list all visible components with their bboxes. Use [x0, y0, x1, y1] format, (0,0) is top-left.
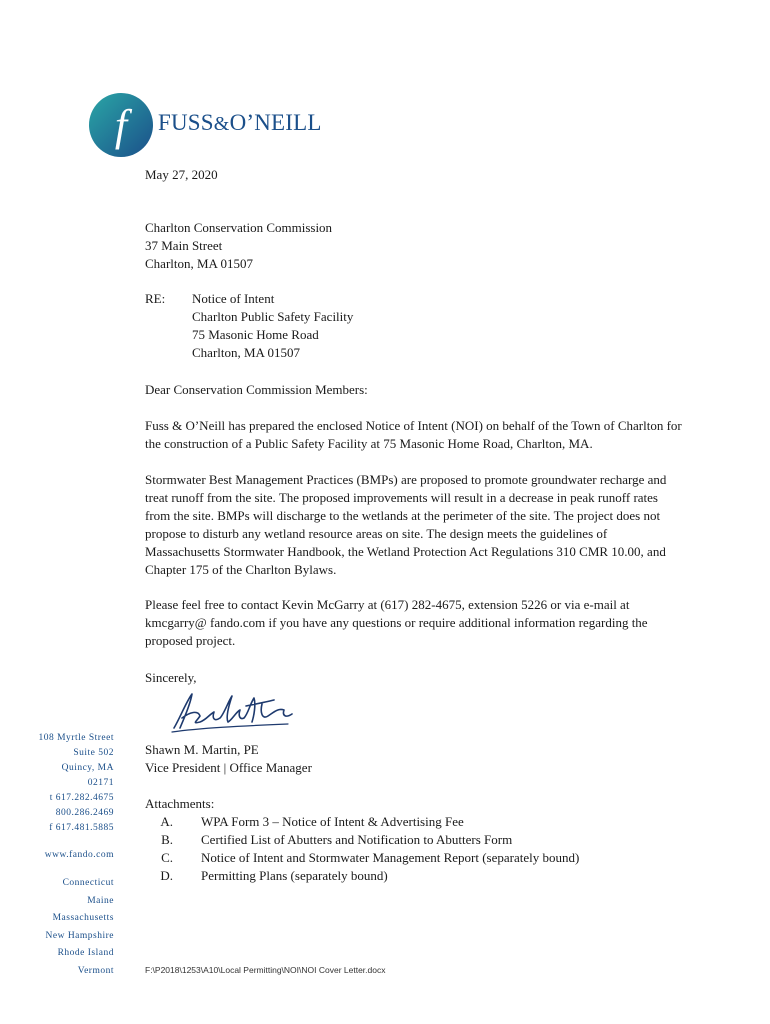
- subject-line: Charlton Public Safety Facility: [192, 309, 354, 324]
- state-item: Vermont: [77, 965, 114, 976]
- attachment-item: A. WPA Form 3 – Notice of Intent & Advertising Fee: [160, 814, 464, 829]
- signer-name: Shawn M. Martin, PE: [145, 742, 259, 757]
- body-paragraph: Stormwater Best Management Practices (BMPs) are proposed to promote groundwater recharge and treat runoff from the site. The proposed improvements will result in a decrease in peak runoff rates from the site. BMPs will discharge to the wetlands at the perimeter of the site. The project does not propose to disturb any wetland resource areas on site. The design meets the guidelines of Massachusetts Stormwater Handbook, the Wetland Protection Act Regulations 310 CMR 10.00, and Chapter 175 of the Charlton Bylaws.: [145, 472, 667, 577]
- subject-line: Notice of Intent: [192, 291, 275, 306]
- office-address-line: Quincy, MA: [61, 763, 114, 773]
- body-paragraph: Fuss & O’Neill has prepared the enclosed Notice of Intent (NOI) on behalf of the Town of Charlton for the construction of a Public Safety Facility at 75 Masonic Home Road, Charlton, MA.: [145, 418, 682, 451]
- recipient-line: Charlton Conservation Commission: [145, 220, 333, 235]
- office-address-line: 108 Myrtle Street: [38, 733, 114, 743]
- recipient-line: Charlton, MA 01507: [145, 256, 253, 271]
- state-item: Rhode Island: [57, 948, 114, 958]
- phone-line: f 617.481.5885: [49, 823, 114, 833]
- state-item: Connecticut: [62, 878, 114, 888]
- attachment-item: C. Notice of Intent and Stormwater Management Report (separately bound): [161, 850, 580, 865]
- website-link[interactable]: www.fando.com: [44, 850, 114, 860]
- logo-wordmark: FUSS&O’NEILL: [158, 110, 322, 135]
- state-item: Maine: [87, 895, 114, 906]
- attachments-block: [145, 795, 685, 885]
- state-item: New Hampshire: [45, 930, 114, 941]
- svg-text:f: f: [114, 101, 128, 150]
- subject-label: RE:: [145, 291, 166, 306]
- attachment-item: D. Permitting Plans (separately bound): [160, 868, 388, 883]
- subject-line: Charlton, MA 01507: [192, 345, 300, 360]
- attachment-item: B. Certified List of Abutters and Notification to Abutters Form: [161, 832, 513, 847]
- office-contact-sidebar: [0, 731, 114, 980]
- letter-date: May 27, 2020: [145, 167, 218, 182]
- document-file-path: F:\P2018\1253\A10\Local Permitting\NOI\NOI Cover Letter.docx: [145, 965, 386, 975]
- office-address-line: Suite 502: [73, 748, 114, 758]
- signer-title: Vice President | Office Manager: [145, 760, 312, 775]
- phone-line: t 617.282.4675: [49, 793, 114, 803]
- signer-block: [145, 741, 685, 777]
- phone-line: 800.286.2469: [55, 808, 114, 818]
- state-item: Massachusetts: [52, 913, 114, 923]
- company-logo: [88, 92, 338, 162]
- subject-line: 75 Masonic Home Road: [192, 327, 319, 342]
- attachments-label: Attachments:: [145, 796, 215, 811]
- body-paragraph: Please feel free to contact Kevin McGarry at (617) 282-4675, extension 5226 or via e-mail at kmcgarry@ fando.com if you have any questions or require additional information regarding the proposed project.: [145, 597, 648, 648]
- recipient-address: [145, 219, 685, 273]
- handwritten-signature: [170, 688, 305, 734]
- logo-mark-icon: [88, 92, 154, 158]
- state-list: [0, 875, 114, 980]
- office-address-line: 02171: [87, 778, 114, 788]
- closing: Sincerely,: [145, 670, 197, 685]
- recipient-line: 37 Main Street: [145, 238, 223, 253]
- salutation: Dear Conservation Commission Members:: [145, 382, 368, 397]
